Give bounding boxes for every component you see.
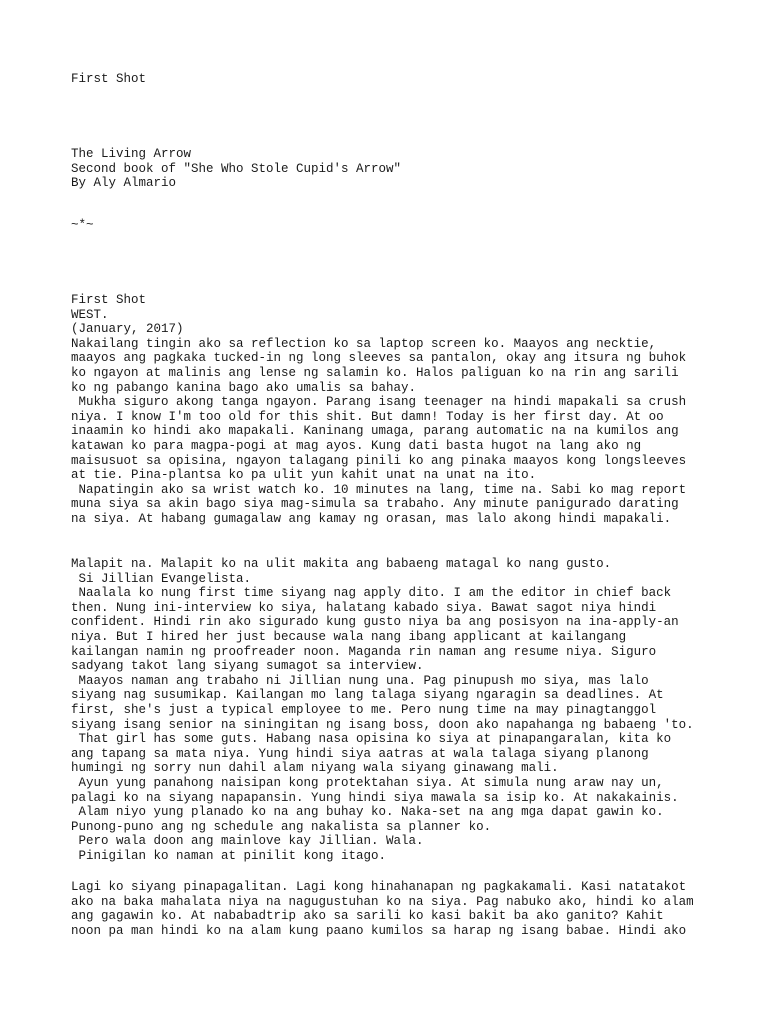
text-line: Naalala ko nung first time siyang nag apply dito. I am the editor in chief back — [71, 586, 672, 601]
text-line: at tie. Pina-plantsa ko pa ulit yun kahit unat na unat na ito. — [71, 468, 537, 483]
text-line: ko ng pabango kanina bago ako umalis sa bahay. — [71, 380, 417, 395]
text-line: Lagi ko siyang pinapagalitan. Lagi kong hinahanapan ng pagkakamali. Kasi natatakot — [71, 880, 687, 894]
text-line: siyang isang senior na siningitan ng isang boss, doon ako napahanga ng babaeng 'to. — [71, 717, 694, 732]
section-three — [71, 880, 728, 938]
text-line: katawan ko para magpa-pogi at mag ayos. Kung dati basta hugot na lang ako ng — [71, 438, 642, 453]
text-line: Punong-puno ang ng schedule ang nakalista sa planner ko. — [71, 819, 492, 834]
narrator-name: WEST. — [71, 307, 109, 322]
text-line: maayos ang pagkaka tucked-in ng long sleeves sa pantalon, okay ang itsura ng buhok — [71, 351, 687, 366]
text-line: muna siya sa akin bago siya mag-simula sa trabaho. Any minute panigurado darating — [71, 497, 679, 512]
text-line: inaamin ko hindi ako mapakali. Kaninang umaga, parang automatic na na kumilos ang — [71, 424, 679, 439]
text-line: niya. But I hired her just because wala nang ibang applicant at kailangang — [71, 629, 627, 644]
book-subtitle: Second book of "She Who Stole Cupid's Arrow" — [71, 161, 402, 176]
text-line: palagi ko na siyang napapansin. Yung hindi siya mawala sa isip ko. At nakakainis. — [71, 790, 679, 805]
text-line: maisusuot sa opisina, ngayon talagang pinili ko ang pinaka maayos kong longsleeves — [71, 453, 687, 468]
book-author: By Aly Almario — [71, 176, 177, 191]
text-line: ang gagawin ko. At nababadtrip ako sa sarili ko kasi bakit ba ako ganito? Kahit — [71, 909, 664, 924]
text-line: siyang nag susumikap. Kailangan mo lang talaga siyang ngaragin sa deadlines. At — [71, 688, 664, 703]
section-one — [71, 293, 728, 527]
text-line: ang tapang sa mata niya. Yung hindi siya aatras at wala talaga siyang planong — [71, 746, 649, 761]
text-line: noon pa man hindi ko na alam kung paano kumilos sa harap ng isang babae. Hindi ako — [71, 923, 687, 938]
section-two — [71, 557, 728, 863]
text-line: That girl has some guts. Habang nasa opisina ko siya at pinapangaralan, kita ko — [71, 732, 672, 747]
text-line: na siya. At habang gumagalaw ang kamay ng orasan, mas lalo akong hindi mapakali. — [71, 511, 672, 526]
text-line: Pero wala doon ang mainlove kay Jillian. Wala. — [71, 834, 424, 849]
book-title: The Living Arrow — [71, 147, 192, 161]
text-line: Nakailang tingin ako sa reflection ko sa laptop screen ko. Maayos ang necktie, — [71, 336, 657, 351]
text-line: Ayun yung panahong naisipan kong protektahan siya. At simula nung araw nay un, — [71, 775, 664, 790]
first-shot-heading — [71, 72, 728, 87]
text-line: sadyang takot lang siyang sumagot sa interview. — [71, 659, 424, 674]
book-info — [71, 147, 728, 191]
chapter-title: First Shot — [71, 293, 147, 307]
text-line: Malapit na. Malapit ko na ulit makita ang babaeng matagal ko nang gusto. — [71, 557, 612, 571]
text-line: humingi ng sorry nun dahil alam niyang wala siyang ginawang mali. — [71, 761, 559, 776]
text-line: confident. Hindi rin ako sigurado kung gusto niya ba ang posisyon na ina-apply-an — [71, 615, 679, 630]
text-line: first, she's just a typical employee to me. Pero nung time na may pinagtanggol — [71, 702, 657, 717]
text-line: Napatingin ako sa wrist watch ko. 10 minutes na lang, time na. Sabi ko mag report — [71, 482, 687, 497]
text-line: Alam niyo yung planado ko na ang buhay ko. Naka-set na ang mga dapat gawin ko. — [71, 805, 664, 820]
text-line: Pinigilan ko naman at pinilit kong itago. — [71, 848, 387, 863]
text-line: Si Jillian Evangelista. — [71, 571, 252, 586]
text-line: ako na baka mahalata niya na nagugustuhan ko na siya. Pag nabuko ako, hindi ko alam — [71, 894, 694, 909]
section-separator — [71, 218, 728, 233]
heading-text: First Shot — [71, 72, 147, 86]
text-line: ko ngayon at malinis ang lense ng salamin ko. Halos paliguan ko na rin ang sarili — [71, 365, 679, 380]
text-line: Maayos naman ang trabaho ni Jillian nung una. Pag pinupush mo siya, mas lalo — [71, 673, 649, 688]
chapter-date: (January, 2017) — [71, 322, 184, 337]
text-line: kailangan namin ng proofreader noon. Maganda rin naman ang resume niya. Siguro — [71, 644, 657, 659]
separator-text: ~*~ — [71, 218, 94, 232]
text-line: niya. I know I'm too old for this shit. But damn! Today is her first day. At oo — [71, 409, 664, 424]
text-line: then. Nung ini-interview ko siya, halatang kabado siya. Bawat sagot niya hindi — [71, 600, 657, 615]
text-line: Mukha siguro akong tanga ngayon. Parang isang teenager na hindi mapakali sa crush — [71, 395, 687, 410]
